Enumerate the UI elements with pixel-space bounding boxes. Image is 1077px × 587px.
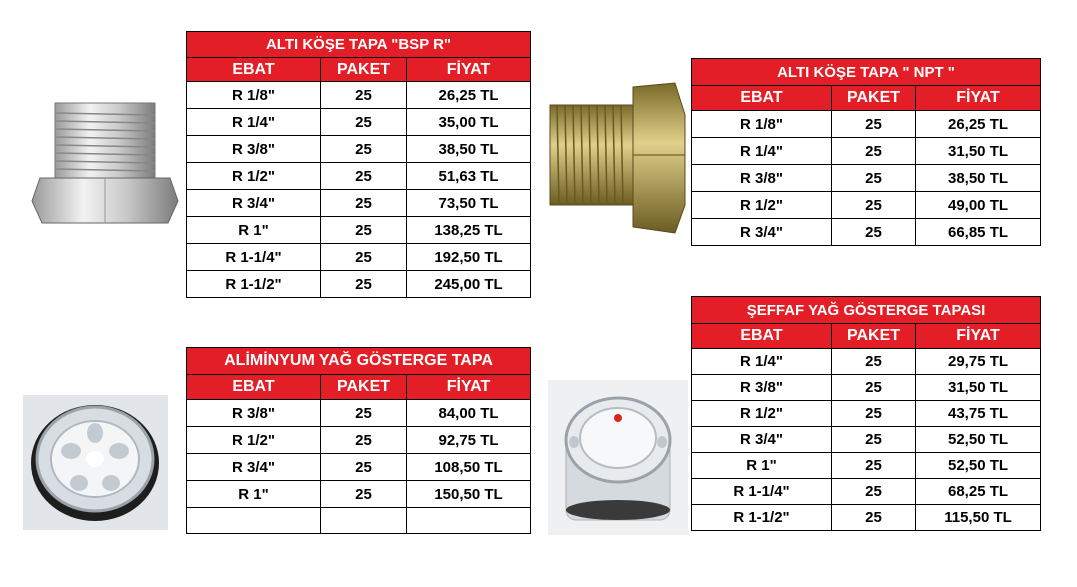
package-cell: 25	[321, 217, 407, 244]
package-cell: 25	[321, 82, 407, 109]
package-cell: 25	[832, 453, 916, 479]
price-cell: 38,50 TL	[407, 136, 531, 163]
price-cell: 192,50 TL	[407, 244, 531, 271]
price-cell: 84,00 TL	[407, 400, 531, 427]
price-cell: 51,63 TL	[407, 163, 531, 190]
col-header-price: FİYAT	[407, 58, 531, 82]
table-row	[187, 82, 531, 109]
package-cell: 25	[321, 427, 407, 454]
size-cell: R 1-1/4"	[187, 244, 321, 271]
package-cell: 25	[321, 163, 407, 190]
table-npt-hex-plug	[691, 58, 1041, 246]
table-transparent-sight-plug	[691, 296, 1041, 531]
package-cell: 25	[321, 400, 407, 427]
size-cell: R 3/4"	[692, 427, 832, 453]
package-cell: 25	[832, 111, 916, 138]
table-row	[187, 400, 531, 427]
package-cell: 25	[832, 401, 916, 427]
package-cell: 25	[832, 375, 916, 401]
package-cell	[321, 508, 407, 534]
table-row	[692, 165, 1041, 192]
package-cell: 25	[321, 109, 407, 136]
package-cell: 25	[832, 427, 916, 453]
size-cell	[187, 508, 321, 534]
hex-plug-npt-image	[545, 75, 690, 240]
table-row	[187, 481, 531, 508]
table-row	[187, 136, 531, 163]
package-cell: 25	[832, 138, 916, 165]
size-cell: R 1-1/4"	[692, 479, 832, 505]
table-row	[692, 375, 1041, 401]
price-cell: 108,50 TL	[407, 454, 531, 481]
table-title: ALTI KÖŞE TAPA " NPT "	[692, 59, 1041, 86]
table-row	[692, 138, 1041, 165]
table-title: ALİMİNYUM YAĞ GÖSTERGE TAPA	[187, 348, 531, 375]
size-cell: R 1-1/2"	[187, 271, 321, 298]
table-title: ALTI KÖŞE TAPA "BSP R"	[187, 32, 531, 58]
price-cell: 92,75 TL	[407, 427, 531, 454]
size-cell: R 1"	[692, 453, 832, 479]
col-header-package: PAKET	[321, 375, 407, 400]
table-row	[187, 244, 531, 271]
size-cell: R 1/4"	[187, 109, 321, 136]
package-cell: 25	[832, 192, 916, 219]
size-cell: R 1/2"	[692, 401, 832, 427]
table-row	[692, 349, 1041, 375]
table-bsp-hex-plug	[186, 31, 531, 298]
price-cell: 35,00 TL	[407, 109, 531, 136]
table-row	[692, 453, 1041, 479]
table-row	[692, 219, 1041, 246]
size-cell: R 1-1/2"	[692, 505, 832, 531]
col-header-price: FİYAT	[916, 324, 1041, 349]
aluminum-sight-glass-image	[23, 395, 168, 530]
package-cell: 25	[832, 219, 916, 246]
price-cell	[407, 508, 531, 534]
size-cell: R 3/8"	[692, 375, 832, 401]
transparent-sight-glass-image	[548, 380, 688, 535]
col-header-price: FİYAT	[407, 375, 531, 400]
table-row	[692, 427, 1041, 453]
price-cell: 49,00 TL	[916, 192, 1041, 219]
package-cell: 25	[832, 479, 916, 505]
price-cell: 73,50 TL	[407, 190, 531, 217]
table-row	[692, 192, 1041, 219]
size-cell: R 3/8"	[187, 136, 321, 163]
price-cell: 138,25 TL	[407, 217, 531, 244]
price-cell: 26,25 TL	[407, 82, 531, 109]
size-cell: R 1/4"	[692, 138, 832, 165]
size-cell: R 3/8"	[187, 400, 321, 427]
table-row	[187, 427, 531, 454]
size-cell: R 1/4"	[692, 349, 832, 375]
hex-plug-bsp-image	[30, 93, 180, 233]
size-cell: R 1/2"	[187, 427, 321, 454]
package-cell: 25	[321, 454, 407, 481]
size-cell: R 1/8"	[692, 111, 832, 138]
price-cell: 68,25 TL	[916, 479, 1041, 505]
package-cell: 25	[321, 190, 407, 217]
table-aluminum-sight-plug	[186, 347, 531, 534]
table-row	[187, 217, 531, 244]
table-row	[692, 111, 1041, 138]
col-header-package: PAKET	[832, 324, 916, 349]
col-header-package: PAKET	[832, 86, 916, 111]
table-title: ŞEFFAF YAĞ GÖSTERGE TAPASI	[692, 297, 1041, 324]
package-cell: 25	[832, 165, 916, 192]
package-cell: 25	[832, 505, 916, 531]
col-header-price: FİYAT	[916, 86, 1041, 111]
price-cell: 150,50 TL	[407, 481, 531, 508]
size-cell: R 1/2"	[692, 192, 832, 219]
table-row	[187, 190, 531, 217]
price-cell: 29,75 TL	[916, 349, 1041, 375]
size-cell: R 3/4"	[187, 454, 321, 481]
size-cell: R 3/4"	[187, 190, 321, 217]
price-cell: 38,50 TL	[916, 165, 1041, 192]
table-row	[692, 479, 1041, 505]
table-row	[187, 454, 531, 481]
size-cell: R 1/8"	[187, 82, 321, 109]
price-cell: 66,85 TL	[916, 219, 1041, 246]
size-cell: R 3/8"	[692, 165, 832, 192]
size-cell: R 1/2"	[187, 163, 321, 190]
price-cell: 31,50 TL	[916, 375, 1041, 401]
package-cell: 25	[321, 136, 407, 163]
package-cell: 25	[321, 271, 407, 298]
col-header-size: EBAT	[187, 375, 321, 400]
package-cell: 25	[321, 481, 407, 508]
col-header-size: EBAT	[187, 58, 321, 82]
table-row	[187, 508, 531, 534]
price-cell: 245,00 TL	[407, 271, 531, 298]
price-cell: 52,50 TL	[916, 427, 1041, 453]
table-row	[187, 163, 531, 190]
size-cell: R 1"	[187, 481, 321, 508]
price-cell: 26,25 TL	[916, 111, 1041, 138]
price-cell: 31,50 TL	[916, 138, 1041, 165]
size-cell: R 3/4"	[692, 219, 832, 246]
table-row	[692, 505, 1041, 531]
table-row	[187, 271, 531, 298]
package-cell: 25	[832, 349, 916, 375]
price-cell: 43,75 TL	[916, 401, 1041, 427]
col-header-size: EBAT	[692, 86, 832, 111]
col-header-size: EBAT	[692, 324, 832, 349]
price-cell: 115,50 TL	[916, 505, 1041, 531]
col-header-package: PAKET	[321, 58, 407, 82]
size-cell: R 1"	[187, 217, 321, 244]
price-cell: 52,50 TL	[916, 453, 1041, 479]
table-row	[187, 109, 531, 136]
table-row	[692, 401, 1041, 427]
package-cell: 25	[321, 244, 407, 271]
